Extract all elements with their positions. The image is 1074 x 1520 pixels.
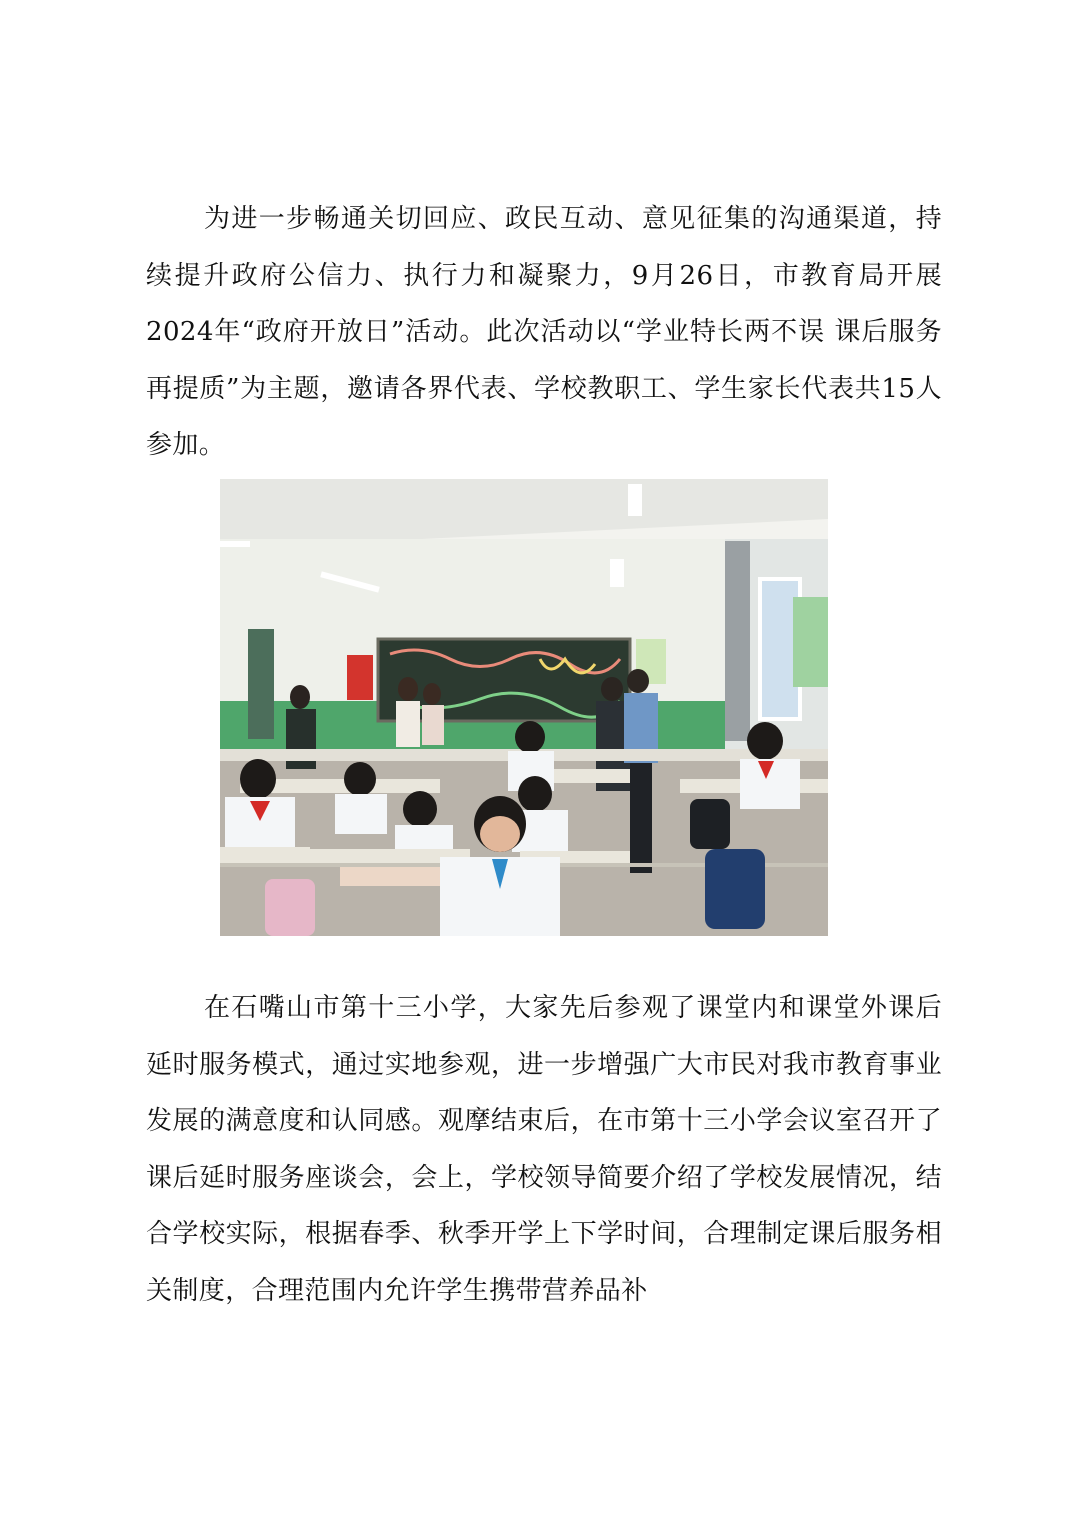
paragraph-intro: 为进一步畅通关切回应、政民互动、意见征集的沟通渠道，持续提升政府公信力、执行力和凝聚力，9月26日，市教育局开展2024年“政府开放日”活动。此次活动以“学业特长两不误 课后服务再提质”为主题，邀请各界代表、学校教职工、学生家长代表共15人参加。: [146, 204, 942, 460]
classroom-visit-photo: [220, 479, 828, 936]
paragraph-visit: 在石嘴山市第十三小学，大家先后参观了课堂内和课堂外课后延时服务模式，通过实地参观，进一步增强广大市民对我市教育事业发展的满意度和认同感。观摩结束后，在市第十三小学会议室召开了课后延时服务座谈会，会上，学校领导简要介绍了学校发展情况，结合学校实际，根据春季、秋季开学上下学时间，合理制定课后服务相关制度，合理范围内允许学生携带营养品补: [146, 993, 942, 1306]
